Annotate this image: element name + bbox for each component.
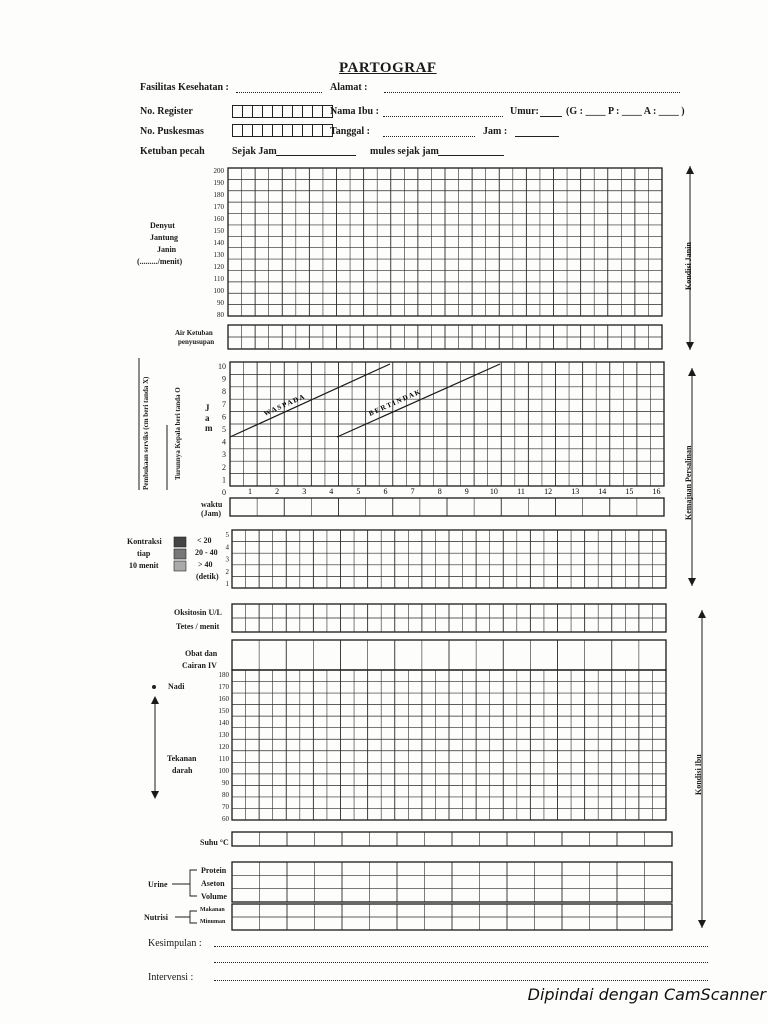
urine-label: Urine [148, 880, 168, 889]
kontraksi-legend-4: (detik) [196, 572, 219, 581]
serviks-tick-0: 0 [222, 488, 226, 497]
urine-protein: Protein [201, 866, 227, 875]
suhu-grid[interactable] [232, 832, 672, 846]
kontraksi-label-3: 10 menit [129, 561, 159, 570]
nadi-tick-160: 160 [218, 695, 229, 703]
djj-tick-200: 200 [213, 167, 224, 175]
djj-tick-170: 170 [213, 203, 224, 211]
djj-tick-120: 120 [213, 263, 224, 271]
janin-arrow-down-icon [686, 342, 694, 350]
urine-aseton: Aseton [201, 879, 225, 888]
kontraksi-tick-3: 3 [225, 555, 229, 564]
obat-grid[interactable] [232, 640, 666, 670]
kontraksi-grid[interactable] [232, 530, 666, 588]
djj-label-4: (........./menit) [137, 257, 183, 266]
nutrisi-grid[interactable] [232, 904, 672, 930]
djj-tick-150: 150 [213, 227, 224, 235]
td-arrow-up-icon [151, 696, 159, 704]
djj-tick-90: 90 [217, 299, 224, 307]
nutrisi-label: Nutrisi [144, 913, 168, 922]
no-register-label: No. Register [140, 106, 193, 117]
kontraksi-label-2: tiap [137, 549, 151, 558]
page-title: PARTOGRAF [339, 60, 437, 76]
ketuban-label: Ketuban pecah [140, 146, 205, 157]
nadi-tick-180: 180 [218, 671, 229, 679]
urine-bracket [172, 870, 197, 896]
nadi-tick-60: 60 [222, 815, 229, 823]
janin-arrow-up-icon [686, 166, 694, 174]
suhu-label: Suhu °C [200, 838, 229, 847]
jam-label: Jam : [483, 126, 508, 137]
persalinan-arrow-down-icon [688, 578, 696, 586]
hour-label-10: 10 [489, 487, 498, 496]
waktu-grid[interactable] [230, 498, 664, 516]
hour-label-4: 4 [329, 487, 334, 496]
camscanner-watermark: Dipindai dengan CamScanner [527, 985, 766, 1004]
djj-tick-80: 80 [217, 311, 224, 319]
turun-kepala-side-label: Turunnya Kepala beri tanda O [174, 387, 182, 480]
kontraksi-tick-4: 4 [225, 543, 229, 552]
tetes-label: Tetes / menit [176, 622, 220, 631]
oksitosin-grid[interactable] [232, 604, 666, 632]
obat-label: Obat dan [185, 649, 218, 658]
nadi-tick-110: 110 [218, 755, 229, 763]
serviks-grid[interactable] [230, 362, 664, 486]
kontraksi-legend-2: 20 - 40 [195, 548, 218, 557]
nadi-tick-170: 170 [218, 683, 229, 691]
fasilitas-label: Fasilitas Kesehatan : [140, 82, 229, 93]
hour-labels [248, 487, 661, 496]
serviks-tick-7: 7 [222, 399, 226, 409]
serviks-tick-8: 8 [222, 387, 226, 397]
cairan-label: Cairan IV [182, 661, 217, 670]
nadi-tick-150: 150 [218, 707, 229, 715]
nadi-tick-100: 100 [218, 767, 229, 775]
nutrisi-minuman: Minuman [200, 919, 226, 925]
hour-label-11: 11 [517, 487, 525, 496]
djj-label-2: Jantung [150, 233, 179, 242]
waspada-label: W A S P A D A [262, 392, 306, 418]
djj-tick-100: 100 [213, 287, 224, 295]
penyusupan-label: penyusupan [178, 338, 215, 346]
nadi-tick-80: 80 [222, 791, 229, 799]
kontraksi-legend-1: < 20 [197, 536, 212, 545]
hour-label-1: 1 [248, 487, 252, 496]
oksitosin-label: Oksitosin U/L [174, 608, 222, 617]
air-ketuban-grid[interactable] [228, 325, 662, 349]
side-kondisi-janin: Kondisi Janin [684, 242, 693, 290]
nadi-tick-70: 70 [222, 803, 229, 811]
urine-volume: Volume [201, 892, 227, 901]
hour-label-7: 7 [410, 487, 415, 496]
gpa-label: (G : ____ P : ____ A : ____ ) [566, 106, 685, 117]
kontraksi-tick-2: 2 [225, 567, 229, 576]
djj-tick-180: 180 [213, 191, 224, 199]
hour-label-9: 9 [464, 487, 469, 496]
mules-label: mules sejak jam [370, 146, 439, 157]
nadi-tick-140: 140 [218, 719, 229, 727]
umur-label: Umur: [510, 106, 539, 117]
persalinan-arrow-up-icon [688, 368, 696, 376]
hour-label-12: 12 [544, 487, 553, 496]
sejak-jam-label: Sejak Jam [232, 146, 277, 157]
ibu-arrow-up-icon [698, 610, 706, 618]
hour-label-5: 5 [356, 487, 361, 496]
hour-label-6: 6 [383, 487, 388, 496]
kontraksi-tick-1: 1 [225, 580, 229, 588]
djj-tick-110: 110 [213, 275, 224, 283]
nadi-label: Nadi [168, 682, 185, 691]
tanggal-label: Tanggal : [330, 126, 370, 137]
nama-ibu-label: Nama Ibu : [330, 106, 379, 117]
kesimpulan-label: Kesimpulan : [148, 938, 202, 949]
darah-label: darah [172, 766, 193, 775]
hour-label-2: 2 [275, 487, 280, 496]
hour-label-13: 13 [571, 487, 580, 496]
serviks-tick-9: 9 [222, 374, 226, 384]
hour-label-16: 16 [652, 487, 661, 496]
kontraksi-legend-box-1 [174, 537, 186, 547]
nadi-tick-130: 130 [218, 731, 229, 739]
djj-tick-190: 190 [213, 179, 224, 187]
serviks-tick-6: 6 [222, 412, 226, 422]
nadi-tick-120: 120 [218, 743, 229, 751]
serviks-tick-1: 1 [222, 475, 226, 485]
tekanan-label: Tekanan [167, 754, 197, 763]
side-kemajuan-persalinan: Kemajuan Persalinan [684, 445, 693, 520]
serviks-side-label: Pembukaan serviks (cm beri tanda X) [142, 376, 150, 490]
djj-grid[interactable] [228, 168, 662, 316]
intervensi-label: Intervensi : [148, 972, 194, 983]
bertindak-label: B E R T I N D A K [367, 387, 422, 418]
serviks-tick-2: 2 [222, 462, 226, 472]
kontraksi-legend-box-2 [174, 549, 186, 559]
hour-label-3: 3 [302, 487, 307, 496]
nadi-tick-90: 90 [222, 779, 229, 787]
td-arrow-down-icon [151, 791, 159, 799]
jam-vertical-label: J a m [205, 403, 213, 433]
air-ketuban-label: Air Ketuban [175, 329, 213, 337]
nutrisi-bracket [175, 911, 197, 923]
garis-bertindak [337, 364, 500, 437]
djj-tick-130: 130 [213, 251, 224, 259]
kontraksi-legend-3: > 40 [198, 560, 213, 569]
waktu-label: waktu (Jam) [201, 500, 223, 518]
hour-label-14: 14 [598, 487, 607, 496]
kontraksi-legend-box-3 [174, 561, 186, 571]
serviks-tick-5: 5 [222, 425, 226, 434]
serviks-tick-4: 4 [222, 437, 226, 447]
djj-label-3: Janin [157, 245, 177, 254]
nutrisi-makanan: Makanan [200, 907, 225, 913]
kontraksi-tick-5: 5 [225, 531, 229, 539]
djj-tick-160: 160 [213, 215, 224, 223]
kontraksi-label-1: Kontraksi [127, 537, 162, 546]
hour-label-8: 8 [437, 487, 442, 496]
side-kondisi-ibu: Kondisi Ibu [694, 754, 703, 795]
serviks-tick-3: 3 [222, 450, 226, 460]
nadi-grid[interactable] [232, 670, 666, 820]
serviks-tick-10: 10 [218, 362, 226, 371]
urine-grid[interactable] [232, 862, 672, 902]
alamat-label: Alamat : [330, 82, 368, 93]
djj-tick-140: 140 [213, 239, 224, 247]
no-puskesmas-label: No. Puskesmas [140, 126, 204, 137]
ibu-arrow-down-icon [698, 920, 706, 928]
hour-label-15: 15 [625, 487, 634, 496]
djj-label-1: Denyut [150, 221, 175, 230]
